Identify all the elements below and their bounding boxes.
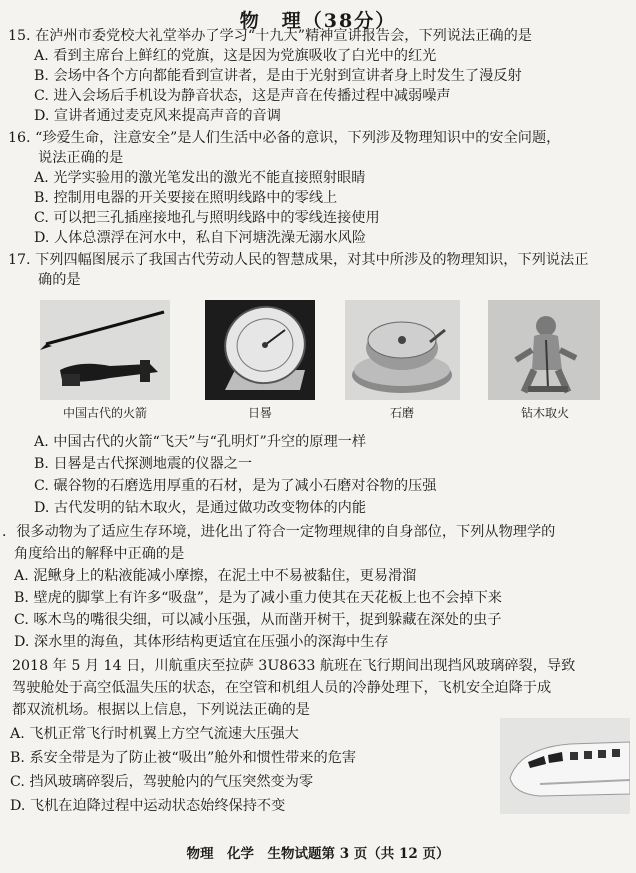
q19-option-d: D. 飞机在迫降过程中运动状态始终保持不变 [10,798,286,814]
q16-option-d: D. 人体总漂浮在河水中，私自下河塘洗澡无溺水风险 [34,230,367,246]
q17-option-b: B. 日晷是古代探测地震的仪器之一 [34,456,253,472]
ancient-rocket-figure [40,300,170,400]
q18-option-d: D. 深水里的海鱼，其体形结构更适宜在压强小的深海中生存 [14,634,389,650]
q17-stem-line2: 确的是 [38,272,81,288]
airplane-image [500,718,630,814]
q16-stem-line2: 说法正确的是 [38,150,124,166]
q18-option-a: A. 泥鳅身上的粘液能减小摩擦，在泥土中不易被黏住，更易滑溜 [14,568,417,584]
drill-fire-figure [488,300,600,400]
q16-option-b: B. 控制用电器的开关要接在照明线路中的零线上 [34,190,338,206]
q17-option-a: A. 中国古代的火箭“飞天”与“孔明灯”升空的原理一样 [34,434,367,450]
q15-option-d: D. 宣讲者通过麦克风来提高声音的音调 [34,108,281,124]
q18-option-c: C. 啄木鸟的嘴很尖细，可以减小压强，从而凿开树干，捉到躲藏在深处的虫子 [14,612,502,628]
section-title: 物 理（38分） [239,10,397,32]
q15-option-b: B. 会场中各个方向都能看到宣讲者，是由于光射到宣讲者身上时发生了漫反射 [34,68,522,84]
q16-stem-line1: 16. “珍爱生命，注意安全”是人们生活中必备的意识，下列涉及物理知识中的安全问题， [8,130,561,146]
q19-stem-line1: 2018 年 5 月 14 日，川航重庆至拉萨 3U8633 航班在飞行期间出现挡风玻璃碎裂，导致 [12,658,576,674]
q15-option-c: C. 进入会场后手机设为静音状态，这是声音在传播过程中减弱噪声 [34,88,451,104]
q18-option-b: B. 壁虎的脚掌上有许多“吸盘”，是为了减小重力使其在天花板上也不会掉下来 [14,590,502,606]
q15-stem: 15. 在泸州市委党校大礼堂举办了学习“十九大”精神宣讲报告会，下列说法正确的是 [8,28,532,44]
stone-mill-figure [345,300,460,400]
stone-mill-image [345,300,460,400]
q17-stem-line1: 17. 下列四幅图展示了我国古代劳动人民的智慧成果，对其中所涉及的物理知识，下列说法正 [8,252,589,268]
q16-option-a: A. 光学实验用的激光笔发出的激光不能直接照射眼睛 [34,170,366,186]
sundial-image [205,300,315,400]
q19-stem-line2: 驾驶舱处于高空低温失压的状态，在空管和机组人员的冷静处理下，飞机安全迫降于成 [12,680,552,696]
q18-stem-line2: 角度给出的解释中正确的是 [14,546,185,562]
q19-option-b: B. 系安全带是为了防止被“吸出”舱外和惯性带来的危害 [10,750,357,766]
q18-stem-line1: ．很多动物为了适应生存环境，进化出了符合一定物理规律的自身部位，下列从物理学的 [2,524,556,540]
caption-drill-fire: 钻木取火 [520,406,569,420]
sundial-figure [205,300,315,400]
airplane-photo [500,718,630,814]
q17-option-d: D. 古代发明的钻木取火，是通过做功改变物体的内能 [34,500,367,516]
ancient-rocket-image [40,300,170,400]
q17-option-c: C. 碾谷物的石磨选用厚重的石材，是为了减小石磨对谷物的压强 [34,478,437,494]
q19-option-c: C. 挡风玻璃碎裂后，驾驶舱内的气压突然变为零 [10,774,314,790]
q16-option-c: C. 可以把三孔插座接地孔与照明线路中的零线连接使用 [34,210,380,226]
q19-option-a: A. 飞机正常飞行时机翼上方空气流速大压强大 [10,726,299,742]
drill-fire-image [488,300,600,400]
page-footer: 物理 化学 生物试题第 3 页（共 12 页） [186,846,450,862]
caption-stone-mill: 石磨 [389,406,414,420]
caption-rocket: 中国古代的火箭 [62,406,147,420]
caption-sundial: 日晷 [247,406,272,420]
q15-option-a: A. 看到主席台上鲜红的党旗，这是因为党旗吸收了白光中的红光 [34,48,437,64]
q17-figure-row [40,300,600,430]
q19-stem-line3: 都双流机场。根据以上信息，下列说法正确的是 [12,702,310,718]
